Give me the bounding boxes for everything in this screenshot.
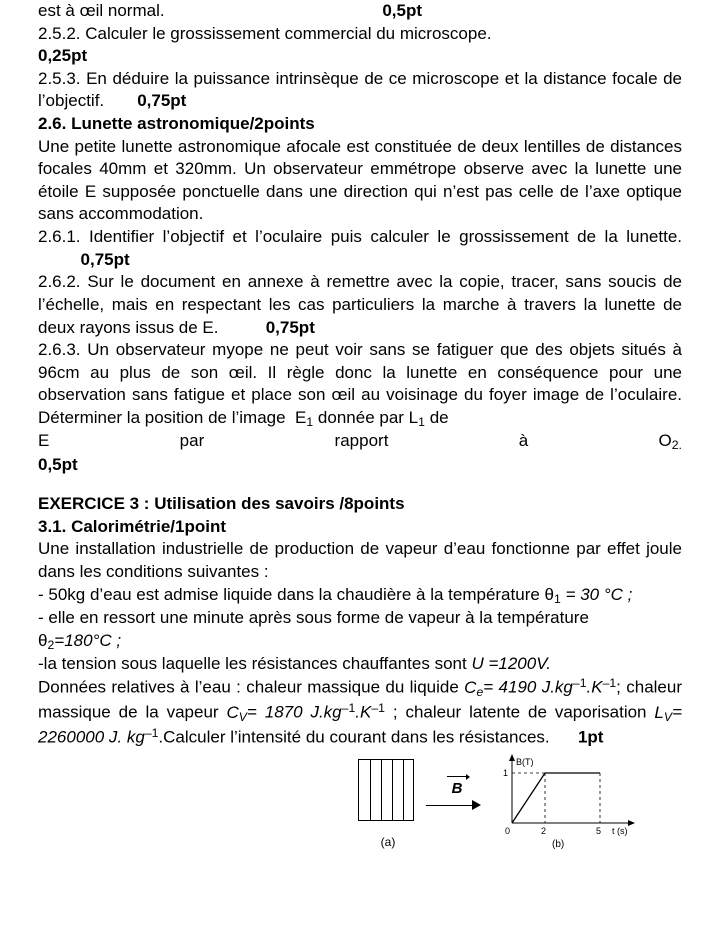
bullet-1 bbox=[38, 584, 682, 607]
line-262-text: 2.6.2. Sur le document en annexe à remettre avec la copie, tracer, sans soucis de l’échelle, mais en respectant les cas particuliers la marche à travers la lunette de deux rayons issus de E. bbox=[38, 272, 682, 337]
theta1-value: = 30 °C ; bbox=[565, 584, 633, 604]
bullet-2-text: - elle en ressort une minute après sous forme de vapeur à la température bbox=[38, 607, 589, 627]
line-263 bbox=[38, 339, 682, 430]
lv-value: = 2260000 J. kg bbox=[38, 702, 682, 747]
svg-text:1: 1 bbox=[503, 768, 509, 779]
symbol-lv: $L_V$ bbox=[654, 702, 673, 724]
line-252-points: 0,25pt bbox=[38, 46, 88, 66]
symbol-cv: $C_V$ bbox=[226, 702, 247, 724]
word-a: à bbox=[518, 431, 529, 451]
text-de: de bbox=[429, 407, 449, 427]
line-261 bbox=[38, 226, 682, 271]
ce-mid: .K bbox=[586, 677, 603, 697]
svg-text:5: 5 bbox=[596, 826, 602, 837]
symbol-l1: $L_1$ bbox=[408, 407, 425, 430]
line-253-points: 0,75pt bbox=[137, 91, 187, 111]
cv-pre: ; chaleur massique de la vapeur bbox=[38, 677, 682, 722]
arrow-shaft-icon bbox=[426, 800, 488, 810]
symbol-u: U bbox=[471, 653, 484, 673]
ce-exp-2: –1 bbox=[602, 676, 617, 691]
u-value: =1200V. bbox=[488, 653, 552, 673]
line-262-points: 0,75pt bbox=[265, 317, 315, 337]
line-253-text: 2.5.3. En déduire la puissance intrinsèque de ce microscope et la distance focale de l’objectif. bbox=[38, 68, 682, 111]
symbol-e1: $E_1$ bbox=[295, 407, 314, 430]
cv-value: = 1870 J.kg bbox=[246, 702, 342, 722]
line-252-text: 2.5.2. Calculer le grossissement commercial du microscope. bbox=[38, 23, 492, 43]
line-261-points: 0,75pt bbox=[80, 249, 130, 269]
svg-text:t (s): t (s) bbox=[612, 826, 628, 837]
cv-exp-1: –1 bbox=[341, 701, 356, 716]
line-263-spaced bbox=[38, 430, 682, 453]
heading-26: 2.6. Lunette astronomique/2points bbox=[38, 114, 315, 134]
line-261-text: 2.6.1. Identifier l’objectif et l’oculaire puis calculer le grossissement de la lunette. bbox=[38, 227, 682, 247]
svg-text:0: 0 bbox=[505, 826, 511, 837]
symbol-o2: $O_{2.}$ bbox=[658, 431, 682, 453]
theta2-value: =180°C ; bbox=[54, 630, 122, 650]
line-263-points: 0,5pt bbox=[38, 454, 78, 474]
coil-bars-icon bbox=[358, 759, 414, 821]
final-points: 1pt bbox=[577, 727, 604, 747]
bullet-3 bbox=[38, 653, 682, 676]
line-262 bbox=[38, 271, 682, 339]
bullet-1-text: - 50kg d’eau est admise liquide dans la chaudière à la température bbox=[38, 584, 540, 604]
svg-text:(b): (b) bbox=[552, 839, 565, 851]
symbol-E: E bbox=[38, 431, 50, 451]
cv-mid: .K bbox=[355, 702, 372, 722]
line-est-a-oeil bbox=[38, 0, 682, 23]
paragraph-26: Une petite lunette astronomique afocale est constituée de deux lentilles de distances focales 40mm et 320mm. Un observateur emmétrope observe avec la lunette une étoile E supposée ponctuelle dans une direction qui n’est pas celle de l’axe optique sans accommodation. bbox=[38, 136, 682, 224]
text-donnee-par: donnée par bbox=[317, 407, 409, 427]
heading-31: 3.1. Calorimétrie/1point bbox=[38, 516, 226, 536]
figure-block bbox=[38, 759, 682, 859]
donnees-text: Données relatives à l’eau : chaleur massique du liquide bbox=[38, 677, 459, 697]
magnetic-field-arrow-icon bbox=[426, 781, 488, 810]
figure-b bbox=[490, 751, 640, 851]
cv-exp-2: –1 bbox=[371, 701, 385, 716]
line-252 bbox=[38, 23, 682, 46]
svg-text:2: 2 bbox=[541, 826, 547, 837]
figure-a bbox=[358, 759, 418, 851]
ce-value: = 4190 J.kg bbox=[483, 677, 573, 697]
svg-text:B(T): B(T) bbox=[516, 757, 534, 768]
points-value: 0,5pt bbox=[382, 1, 422, 20]
word-rapport: rapport bbox=[334, 431, 389, 451]
word-par: par bbox=[179, 431, 205, 451]
graph-bt-icon bbox=[490, 751, 640, 851]
paragraph-31: Une installation industrielle de production de vapeur d’eau fonctionne par effet joule dans les conditions suivantes : bbox=[38, 539, 682, 582]
bullet-2 bbox=[38, 607, 682, 653]
line-text: est à œil normal. bbox=[38, 1, 165, 20]
heading-exercice-3: EXERCICE 3 : Utilisation des savoirs /8points bbox=[38, 494, 405, 514]
line-263-text: 2.6.3. Un observateur myope ne peut voir sans se fatiguer que des objets situés à 96cm au plus de son œil. Il règle donc la lunette en conséquence pour une observation sans fatigue et place son œil au voisinage du foyer image de l’oculaire. Déterminer la position de l’image bbox=[38, 340, 682, 427]
lv-tail: .Calculer l’intensité du courant dans les résistances. bbox=[158, 727, 550, 747]
ce-exp-1: –1 bbox=[572, 676, 587, 691]
symbol-ce: $C_e$ bbox=[464, 677, 484, 700]
figure-a-caption: (a) bbox=[380, 835, 396, 850]
symbol-theta2: $\theta_2$ bbox=[38, 630, 55, 652]
bullet-3-text: -la tension sous laquelle les résistances chauffantes sont bbox=[38, 653, 467, 673]
donnees-paragraph bbox=[38, 675, 682, 749]
line-253 bbox=[38, 68, 682, 113]
lv-exp: –1 bbox=[144, 726, 159, 741]
symbol-theta1: $\theta_1$ bbox=[544, 584, 561, 606]
lv-pre: ; chaleur latente de vaporisation bbox=[392, 702, 647, 722]
vector-b-label: B bbox=[426, 781, 488, 796]
paragraph-spacer bbox=[38, 476, 682, 493]
